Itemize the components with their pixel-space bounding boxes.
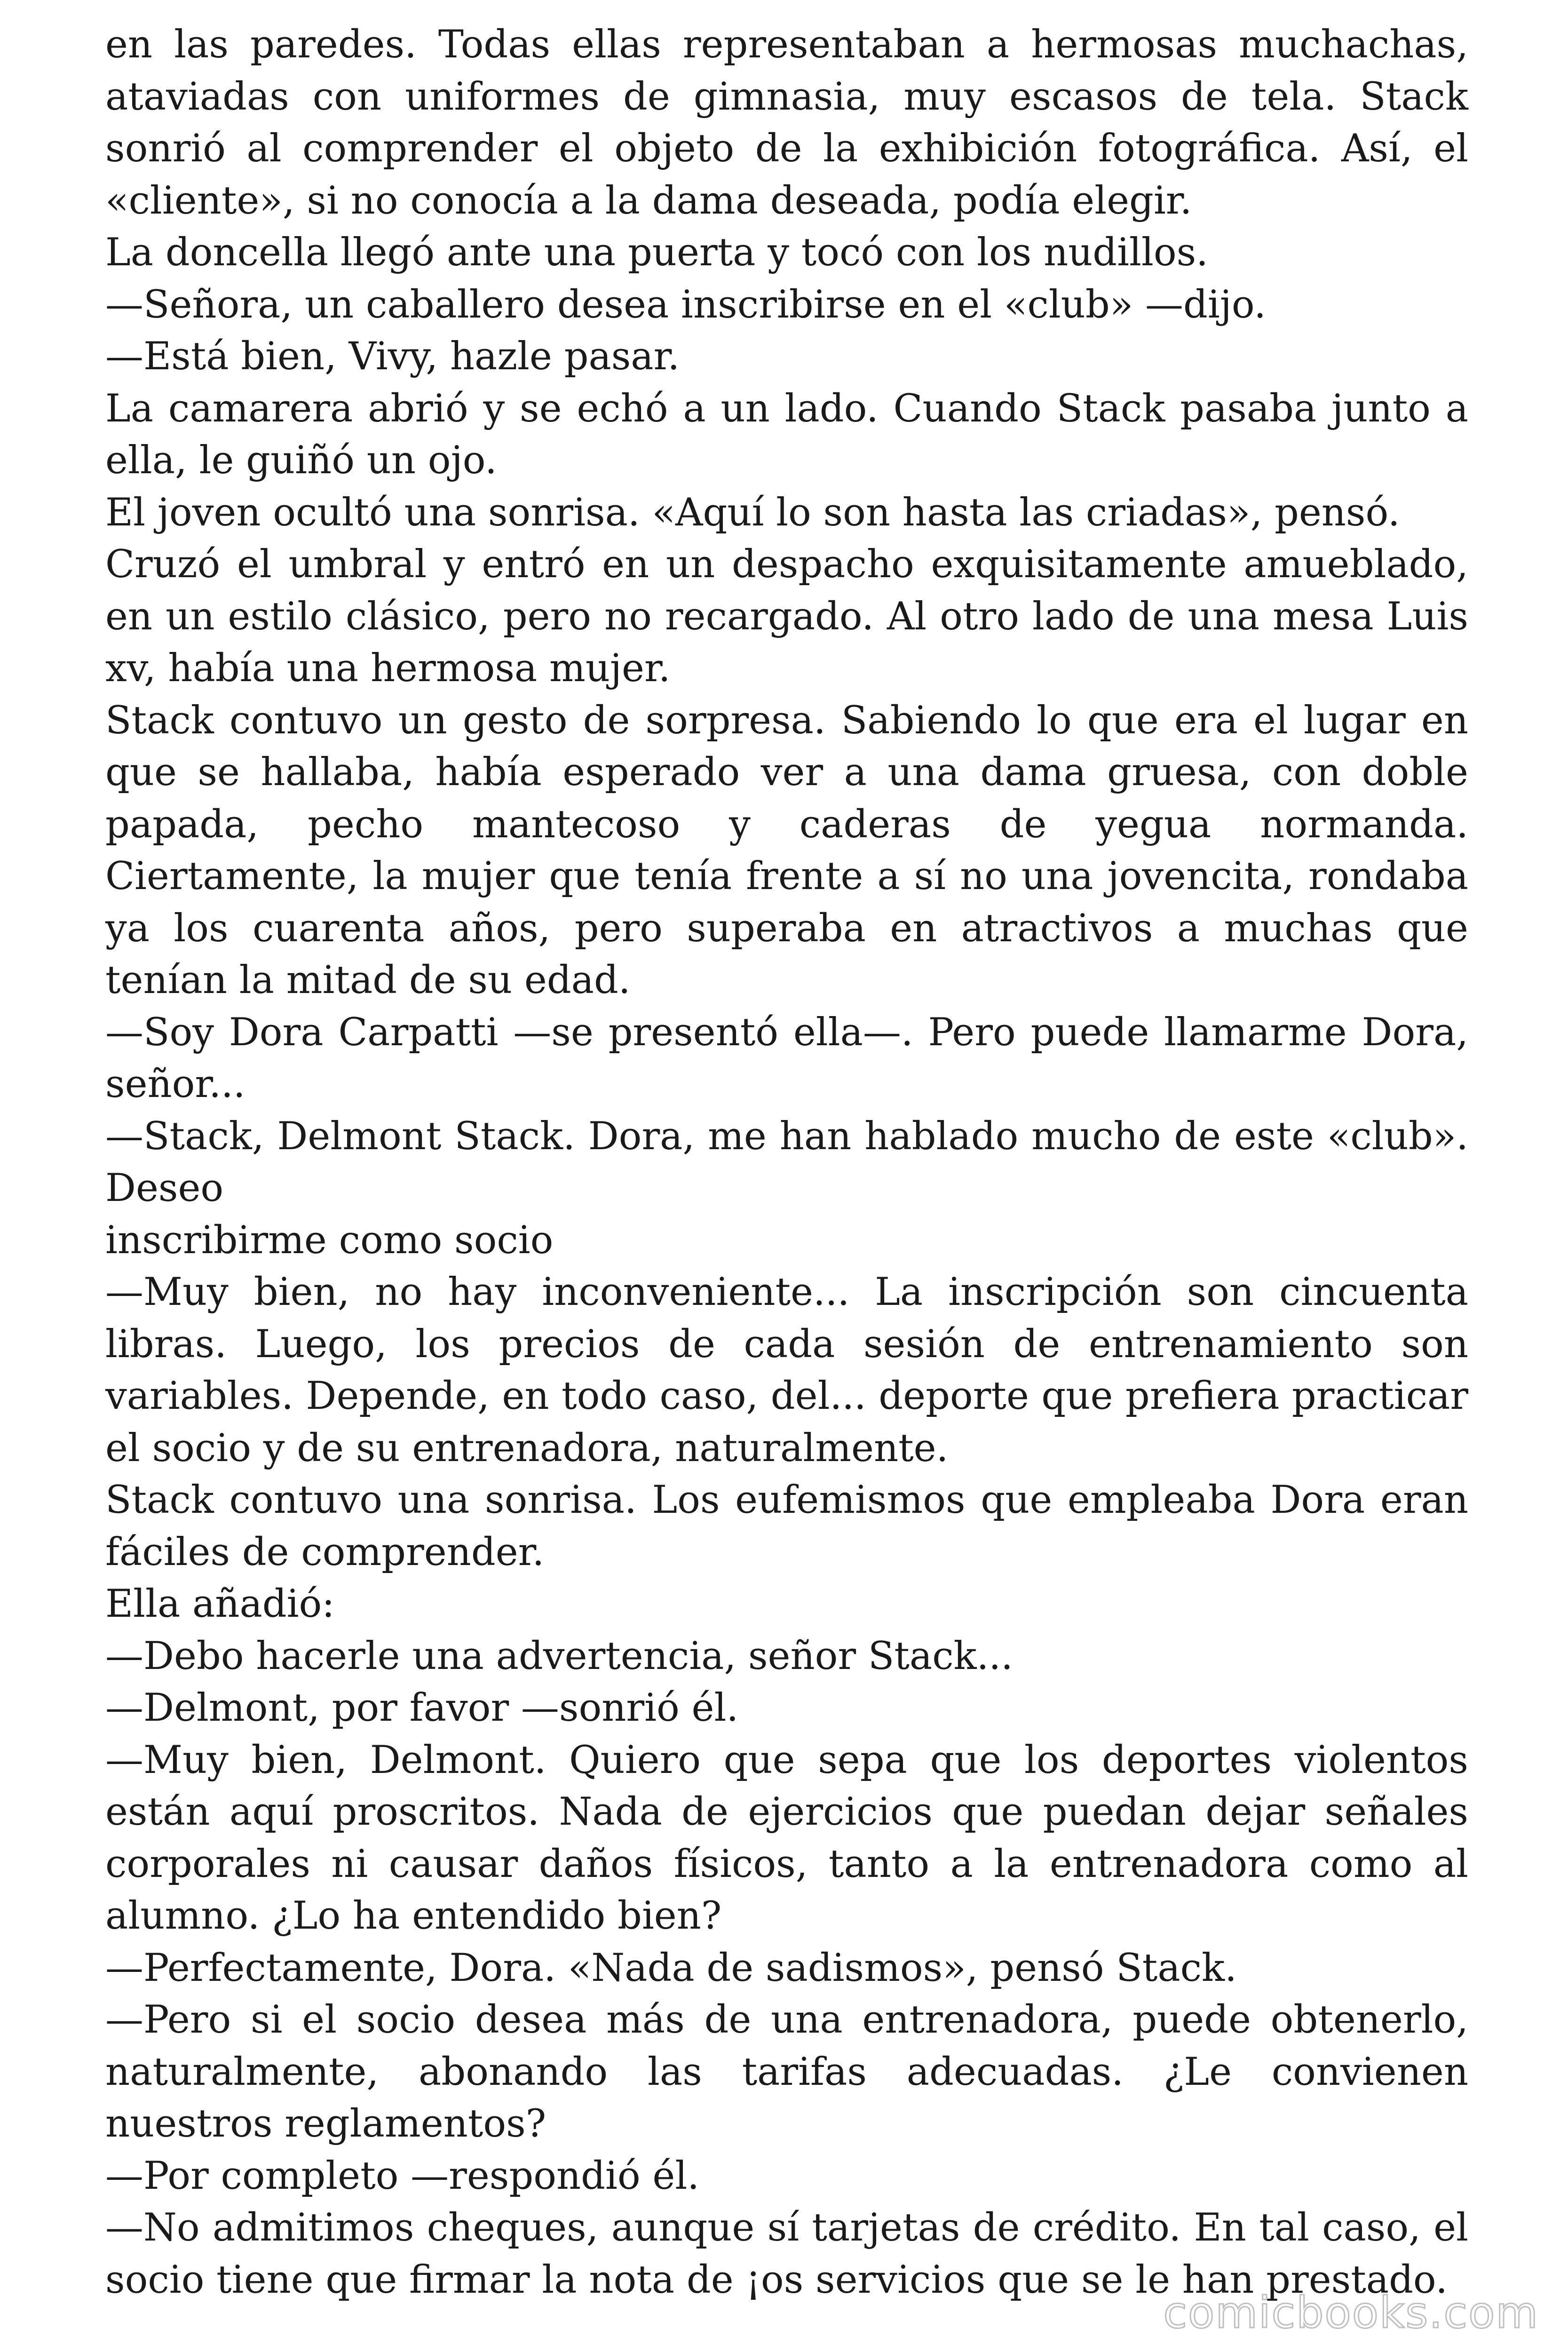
paragraph: —Stack, Delmont Stack. Dora, me han hablado mucho de este «club». Deseo [105,1114,1468,1210]
paragraph: —Perfectamente, Dora. «Nada de sadismos», pensó Stack. [105,1946,1237,1990]
paragraph: Cruzó el umbral y entró en un despacho exquisitamente amueblado, en un estilo clásico, pero no recargado. Al otro lado de una mesa Luis xv, había una hermosa mujer. [105,542,1468,691]
paragraph: El joven ocultó una sonrisa. «Aquí lo son hasta las criadas», pensó. [105,490,1400,535]
paragraph: —Está bien, Vivy, hazle pasar. [105,334,680,379]
paragraph: en las paredes. Todas ellas representaban a hermosas muchachas, ataviadas con uniformes de gimnasia, muy escasos de tela. Stack sonrió al comprender el objeto de la exhibición fotográfica. Así, el «cliente», si no conocía a la dama deseada, podía elegir. [105,23,1468,223]
paragraph: inscribirme como socio [105,1218,554,1263]
watermark-logo: comicbooks.com [1163,2288,1539,2338]
paragraph: Stack contuvo una sonrisa. Los eufemismos que empleaba Dora eran fáciles de comprender. [105,1478,1468,1574]
paragraph: —Pero si el socio desea más de una entrenadora, puede obtenerlo, naturalmente, abonando las tarifas adecuadas. ¿Le convienen nuestros reglamentos? [105,1998,1468,2146]
paragraph: —Muy bien, no hay inconveniente... La inscripción son cincuenta libras. Luego, los precios de cada sesión de entrenamiento son variables. Depende, en todo caso, del... deporte que prefiera practicar el socio y de su entrenadora, naturalmente. [105,1270,1468,1470]
paragraph: —Muy bien, Delmont. Quiero que sepa que los deportes violentos están aquí proscritos. Nada de ejercicios que puedan dejar señales corporales ni causar daños físicos, tanto a la entrenadora como al alumno. ¿Lo ha entendido bien? [105,1738,1468,1938]
paragraph: —Soy Dora Carpatti —se presentó ella—. Pero puede llamarme Dora, señor... [105,1010,1468,1106]
paragraph: —Debo hacerle una advertencia, señor Stack... [105,1634,1013,1678]
paragraph: —Por completo —respondió él. [105,2153,700,2198]
paragraph: —Señora, un caballero desea inscribirse en el «club» —dijo. [105,282,1266,327]
paragraph: —No admitimos cheques, aunque sí tarjetas de crédito. En tal caso, el socio tiene que firmar la nota de ¡os servicios que se le han prestado. [105,2206,1468,2302]
paragraph: —Delmont, por favor —sonrió él. [105,1686,739,1730]
paragraph: La camarera abrió y se echó a un lado. Cuando Stack pasaba junto a ella, le guiñó un ojo. [105,386,1468,483]
paragraph: Ella añadió: [105,1582,335,1626]
paragraph: Stack contuvo un gesto de sorpresa. Sabiendo lo que era el lugar en que se hallaba, había esperado ver a una dama gruesa, con doble papada, pecho mantecoso y caderas de yegua normanda. Ciertamente, la mujer que tenía frente a sí no una jovencita, rondaba ya los cuarenta años, pero superaba en atractivos a muchas que tenían la mitad de su edad. [105,698,1468,1002]
paragraph: La doncella llegó ante una puerta y tocó con los nudillos. [105,230,1208,275]
page-text [105,19,1468,2306]
